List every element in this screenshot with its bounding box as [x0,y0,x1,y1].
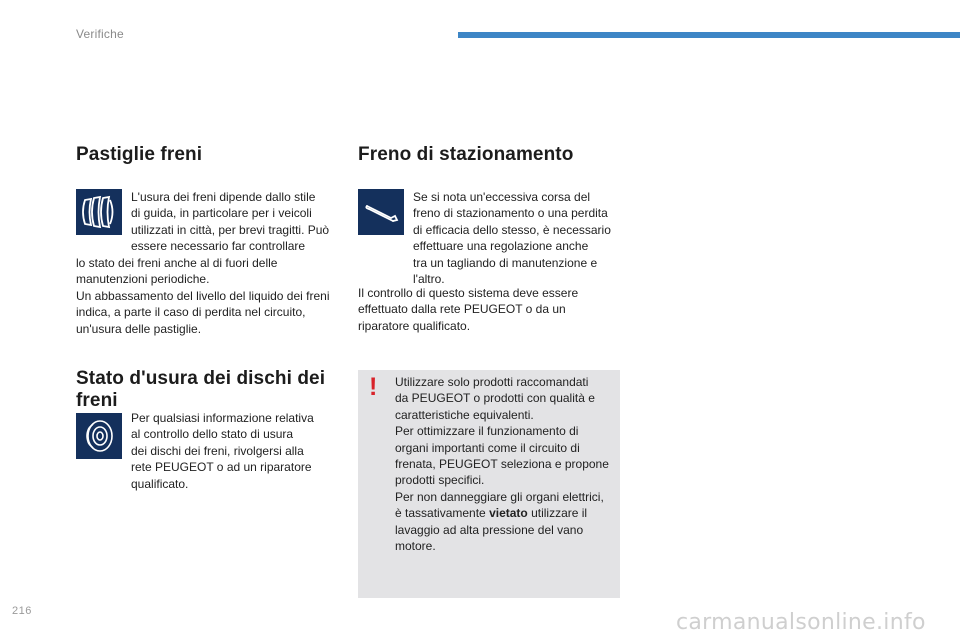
brake-discs-title [76,368,346,412]
brake-discs-title-line: freni [76,390,118,411]
text-line: essere necessario far controllare [131,239,306,254]
text-fragment: utilizzare il [527,506,588,521]
brake-disc-icon [76,413,122,459]
text-line: Il controllo di questo sistema deve essere [358,286,579,300]
text-line: lo stato dei freni anche al di fuori delle [76,256,278,270]
text-line: caratteristiche equivalenti. [395,407,534,422]
text-line: al controllo dello stato di usura [131,427,294,442]
parking-brake-text-indented [413,189,625,287]
text-line: Per ottimizzare il funzionamento di [395,424,579,439]
brake-pads-text-full [76,255,346,337]
text-line: l'altro. [413,272,445,287]
text-line: L'usura dei freni dipende dallo stile [131,190,316,204]
text-line: Utilizzare solo prodotti raccomandati [395,375,589,389]
brake-pads-title: Pastiglie freni [76,144,203,165]
text-line: effettuato dalla rete PEUGEOT o da un [358,302,566,317]
text-line: di efficacia dello stesso, è necessario [413,222,611,237]
section-label: Verifiche [76,27,124,41]
warning-text [395,374,617,554]
exclamation-icon: ! [369,373,378,401]
text-line: frenata, PEUGEOT seleziona e propone [395,457,609,472]
text-line: effettuare una regolazione anche [413,239,589,254]
brake-discs-text [131,410,346,492]
brake-discs-title-line: Stato d'usura dei dischi dei [76,368,326,389]
text-line: da PEUGEOT o prodotti con qualità e [395,391,595,406]
text-line: un'usura delle pastiglie. [76,321,202,336]
page-number: 216 [12,605,32,617]
parking-brake-text-full [358,285,623,334]
text-line: motore. [395,539,436,554]
text-line: freno di stazionamento o una perdita [413,206,608,221]
text-line-bold [395,505,617,521]
text-fragment: è tassativamente [395,506,490,521]
text-line: di guida, in particolare per i veicoli [131,206,312,221]
brake-pads-text-indented [131,189,346,255]
text-line: prodotti specifici. [395,473,485,488]
text-line: manutenzioni periodiche. [76,272,210,287]
text-line: dei dischi dei freni, rivolgersi alla [131,443,304,458]
watermark: carmanualsonline.info [676,610,926,635]
parking-brake-icon [358,189,404,235]
text-line: Se si nota un'eccessiva corsa del [413,190,591,204]
text-line: utilizzati in città, per brevi tragitti. Può [131,222,330,237]
text-line: riparatore qualificato. [358,318,471,333]
text-line: Per non danneggiare gli organi elettrici, [395,489,604,504]
text-line: organi importanti come il circuito di [395,440,580,455]
text-line: Un abbassamento del livello del liquido dei freni [76,288,330,303]
text-line: qualificato. [131,476,189,491]
text-line: rete PEUGEOT o ad un riparatore [131,460,312,475]
text-line: lavaggio ad alta pressione del vano [395,522,584,537]
header-accent-bar [458,32,960,38]
parking-brake-title: Freno di stazionamento [358,144,574,165]
text-line: tra un tagliando di manutenzione e [413,255,598,270]
bold-word: vietato [489,506,528,521]
brake-pads-icon [76,189,122,235]
text-line: Per qualsiasi informazione relativa [131,411,314,425]
text-line: indica, a parte il caso di perdita nel circuito, [76,305,306,320]
